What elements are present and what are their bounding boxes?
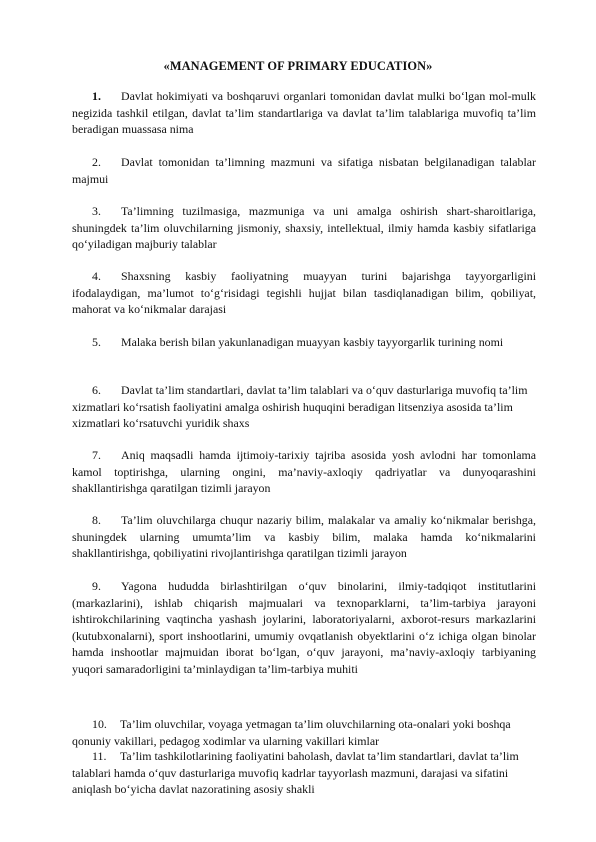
question-number: 1. [92, 89, 101, 103]
question-number: 2. [92, 155, 101, 169]
question-item-11 [72, 748, 536, 798]
question-item-10 [72, 716, 536, 749]
question-number: 4. [92, 269, 101, 283]
question-number: 6. [92, 383, 101, 397]
question-text: Ta’lim oluvchilarga chuqur nazariy bilim, malakalar va amaliy ko‘nikmalar berishga, shuningdek ularning umumta’lim va kasbiy bilim, malaka hamda ko‘nikmalarini shakllantirishga, qobiliyatini rivojlantirishga qaratilgan tizimli jarayon [72, 513, 536, 560]
question-item-6 [72, 382, 536, 432]
question-text: Malaka berish bilan yakunlanadigan muayyan kasbiy tayyorgarlik turining nomi [121, 335, 504, 349]
question-text: Ta’lim oluvchilar, voyaga yetmagan ta’lim oluvchilarning ota-onalari yoki boshqa qonuniy vakillari, pedagog xodimlar va ularning vakillari kimlar [72, 717, 511, 748]
question-text: Ta’lim tashkilotlarining faoliyatini baholash, davlat ta’lim standartlari, davlat ta’lim talablari hamda o‘quv dasturlariga muvofiq kadrlar tayyorlash mazmuni, darajasi va sifatini aniqlash bo‘yicha davlat nazoratining asosiy shakli [72, 749, 519, 796]
question-item-7 [72, 447, 536, 497]
question-item-8 [72, 512, 536, 562]
question-text: Yagona hududda birlashtirilgan o‘quv binolarini, ilmiy-tadqiqot institutlarini (markazlarini), ishlab chiqarish majmualari va texnoparklarni, ta’lim-tarbiya jarayoni ishtirokchilarining vaqtincha yashash joylarini, laboratoriyalarni, axborot-resurs markazlarini (kutubxonalarni), sport inshootlarini, umumiy ovqatlanish obyektlarini o‘z ichiga olgan binolar hamda inshootlar majmuidan iborat bo‘lgan, o‘quv jarayoni, ma’naviy-axloqiy tarbiyaning yuqori samaradorligini ta’minlaydigan ta’lim-tarbiya muhiti [72, 579, 536, 676]
question-item-5 [72, 334, 536, 351]
question-item-1 [72, 88, 536, 138]
question-text: Davlat ta’lim standartlari, davlat ta’lim talablari va o‘quv dasturlariga muvofiq ta’lim xizmatlari ko‘rsatish faoliyatini amalga oshirish huquqini beradigan litsenziya asosida ta’lim xizmatlari ko‘rsatuvchi yuridik shaxs [72, 383, 528, 430]
question-text: Davlat tomonidan ta’limning mazmuni va sifatiga nisbatan belgilanadigan talablar majmui [72, 155, 536, 186]
question-text: Davlat hokimiyati va boshqaruvi organlari tomonidan davlat mulki bo‘lgan mol-mulk negizida tashkil etilgan, davlat ta’lim standartlariga va davlat ta’lim talablariga muvofiq ta’lim beradigan muassasa nima [72, 89, 536, 136]
question-text: Shaxsning kasbiy faoliyatning muayyan turini bajarishga tayyorgarligini ifodalaydigan, ma’lumot to‘g‘risidagi tegishli hujjat bilan tasdiqlanadigan bilim, qobiliyat, mahorat va ko‘nikmalar darajasi [72, 269, 536, 316]
question-text: Aniq maqsadli hamda ijtimoiy-tarixiy tajriba asosida yosh avlodni har tomonlama kamol toptirishga, ularning ongini, ma’naviy-axloqiy qadriyatlar va dunyoqarashini shakllantirishga qaratilgan tizimli jarayon [72, 448, 536, 495]
question-number: 5. [92, 335, 101, 349]
question-item-3 [72, 203, 536, 253]
question-number: 10. [92, 717, 107, 731]
question-item-2 [72, 154, 536, 187]
question-text: Ta’limning tuzilmasiga, mazmuniga va uni amalga oshirish shart-sharoitlariga, shuningdek ta’lim oluvchilarning jismoniy, shaxsiy, intellektual, ilmiy hamda kasbiy sifatlariga qo‘yiladigan majburiy talablar [72, 204, 536, 251]
question-number: 7. [92, 448, 101, 462]
question-number: 9. [92, 579, 101, 593]
document-title: «MANAGEMENT OF PRIMARY EDUCATION» [163, 59, 433, 73]
question-item-4 [72, 268, 536, 318]
question-number: 3. [92, 204, 101, 218]
question-number: 11. [92, 749, 107, 763]
question-item-9 [72, 578, 536, 677]
question-number: 8. [92, 513, 101, 527]
